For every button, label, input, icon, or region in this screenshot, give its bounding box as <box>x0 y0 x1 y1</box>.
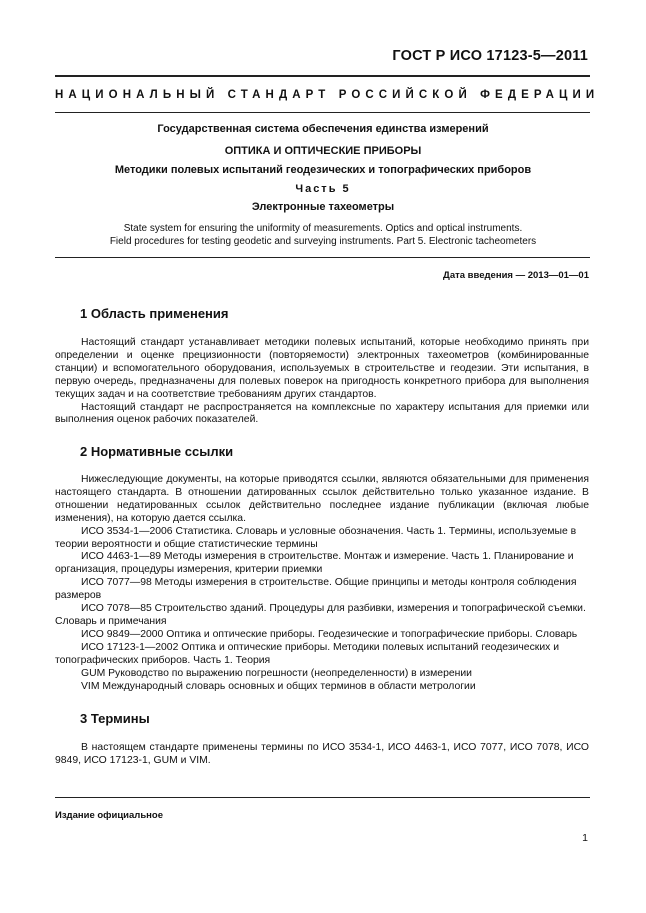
part-number: Часть 5 <box>295 183 351 195</box>
system-title: Государственная система обеспечения единства измерений <box>157 123 489 135</box>
section-terms-title: 3 Термины <box>80 711 150 726</box>
terms-paragraph: В настоящем стандарте применены термины по ИСО 3534-1, ИСО 4463-1, ИСО 7077, ИСО 7078, ИСО 9849, ИСО 17123-1, GUM и VIM. <box>55 742 589 766</box>
part-name: Электронные тахеометры <box>251 201 395 213</box>
scope-paragraph: Настоящий стандарт не распространяется на комплексные по характеру испытания для приемки или выполнения оценок рабочих показателей. <box>55 401 589 426</box>
references-intro: Нижеследующие документы, на которые приводятся ссылки, являются обязательными для применения настоящего стандарта. В отношении датированных ссылок действительно только указанное издание. В отношении недатированных ссылок действительно последнее издание публикации (включая любые изменения), на которую дается ссылка. <box>55 474 589 524</box>
reference-item: ИСО 7078—85 Строительство зданий. Процедуры для разбивки, измерения и топографической съемки. Словарь и примечания <box>55 603 586 627</box>
reference-item: VIM Международный словарь основных и общих терминов в области метрологии <box>81 680 476 692</box>
scope-paragraph: Настоящий стандарт устанавливает методики полевых испытаний, которые необходимо принять при определении и оценке прецизионности (повторяемости) электронных тахеометров (комбинированные станции) и вспомогательного оборудования, используемых в строительстве и геодезии. Эти испытания, в первую очередь, предназначены для полевых поверок на пригодность конкретного прибора для выполнения текущих задач и на соответствие требованиям других стандартов. <box>55 337 589 400</box>
group-title: ОПТИКА И ОПТИЧЕСКИЕ ПРИБОРЫ <box>224 145 422 157</box>
reference-item: ИСО 17123-1—2002 Оптика и оптические приборы. Методики полевых испытаний геодезических и топографических приборов. Часть 1. Теория <box>55 641 560 666</box>
section-terms-body <box>55 742 589 768</box>
reference-item: GUM Руководство по выражению погрешности (неопределенности) в измерении <box>81 667 472 679</box>
introduction-date: Дата введения — 2013—01—01 <box>443 270 589 281</box>
gost-code: ГОСТ Р ИСО 17123-5—2011 <box>392 48 588 64</box>
section-scope-body <box>55 337 589 427</box>
reference-item: ИСО 9849—2000 Оптика и оптические приборы. Геодезические и топографические приборы. Словарь <box>81 628 578 640</box>
reference-item: ИСО 7077—98 Методы измерения в строительстве. Общие принципы и методы контроля соблюдения размеров <box>55 577 577 602</box>
footer-rule <box>55 797 590 798</box>
title-bottom-rule <box>55 257 590 258</box>
title-top-rule <box>55 112 590 113</box>
reference-item: ИСО 3534-1—2006 Статистика. Словарь и условные обозначения. Часть 1. Термины, используемые в теории вероятности и общие статистические термины <box>55 525 577 550</box>
national-standard-heading: НАЦИОНАЛЬНЫЙ СТАНДАРТ РОССИЙСКОЙ ФЕДЕРАЦИИ <box>55 89 600 101</box>
header-rule <box>55 75 590 77</box>
section-references-title: 2 Нормативные ссылки <box>80 444 234 459</box>
page-number: 1 <box>582 832 588 844</box>
english-title-line-1: State system for ensuring the uniformity of measurements. Optics and optical instruments. <box>123 223 523 234</box>
subtitle: Методики полевых испытаний геодезических и топографических приборов <box>114 164 532 176</box>
section-references-body <box>55 474 589 693</box>
edition-note: Издание официальное <box>55 810 163 821</box>
english-title-line-2: Field procedures for testing geodetic and surveying instruments. Part 5. Electronic tacheometers <box>109 236 537 247</box>
reference-item: ИСО 4463-1—89 Методы измерения в строительстве. Монтаж и измерение. Часть 1. Планирование и организация, процедуры измерения, критерии приемки <box>55 551 574 576</box>
section-scope-title: 1 Область применения <box>80 306 229 321</box>
